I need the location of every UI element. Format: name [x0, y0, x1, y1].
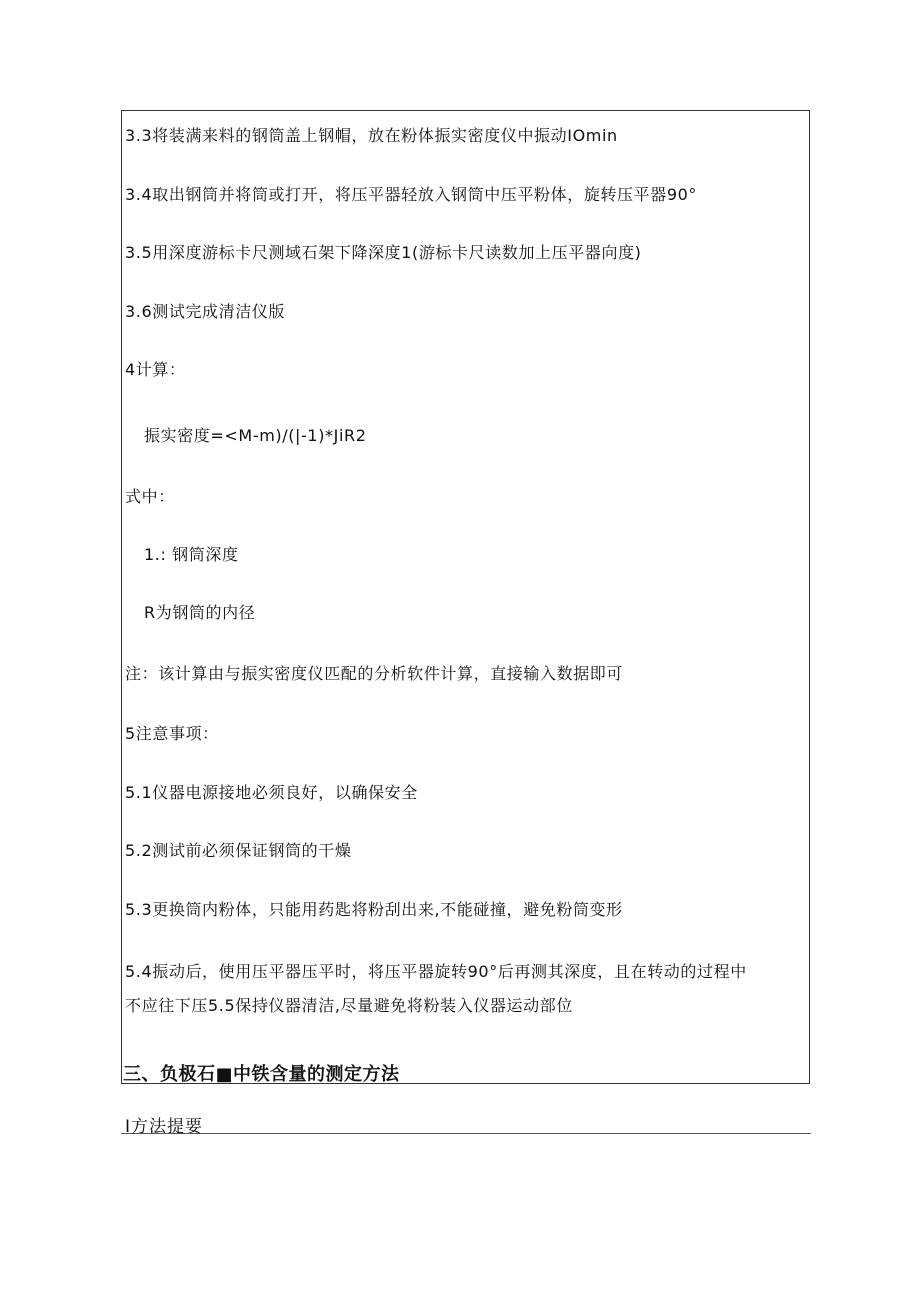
where-label: 式中： [125, 487, 175, 506]
precautions-heading: 5注意事项： [125, 724, 219, 743]
note: 注：该计算由与振实密度仪匹配的分析软件计算，直接输入数据即可 [125, 664, 624, 683]
step-3-3: 3.3将装满来料的钢筒盖上钢帽，放在粉体振实密度仪中振动IOmin [125, 126, 618, 145]
step-3-6: 3.6测试完成清洁仪版 [125, 302, 286, 321]
precaution-5-1: 5.1仪器电源接地必须良好，以确保安全 [125, 783, 418, 802]
precaution-5-4: 5.4振动后，使用压平器压平时，将压平器旋转90°后再测其深度，且在转动的过程中 [125, 962, 747, 981]
formula: 振实密度=<M-m)/(|-1)*JiR2 [144, 426, 367, 445]
divider [121, 1133, 811, 1134]
precaution-5-2: 5.2测试前必须保证钢筒的干燥 [125, 841, 352, 860]
subheading: I方法提要 [125, 1117, 204, 1137]
precaution-5-3: 5.3更换筒内粉体，只能用药匙将粉刮出来,不能碰撞，避免粉筒变形 [125, 900, 623, 919]
step-3-4: 3.4取出钢筒并将筒或打开，将压平器轻放入钢筒中压平粉体，旋转压平器90° [125, 185, 698, 204]
precaution-5-4-cont: 不应往下压5.5保持仪器清洁,尽量避免将粉装入仪器运动部位 [125, 996, 573, 1015]
def-radius: R为钢筒的内径 [144, 603, 256, 622]
calc-heading: 4计算： [125, 360, 186, 379]
def-depth: 1.: 钢筒深度 [144, 545, 239, 564]
step-3-5: 3.5用深度游标卡尺测域石架下降深度1(游标卡尺读数加上压平器向度) [125, 243, 642, 262]
section-title: 三、负极石■中铁含量的测定方法 [123, 1064, 400, 1085]
